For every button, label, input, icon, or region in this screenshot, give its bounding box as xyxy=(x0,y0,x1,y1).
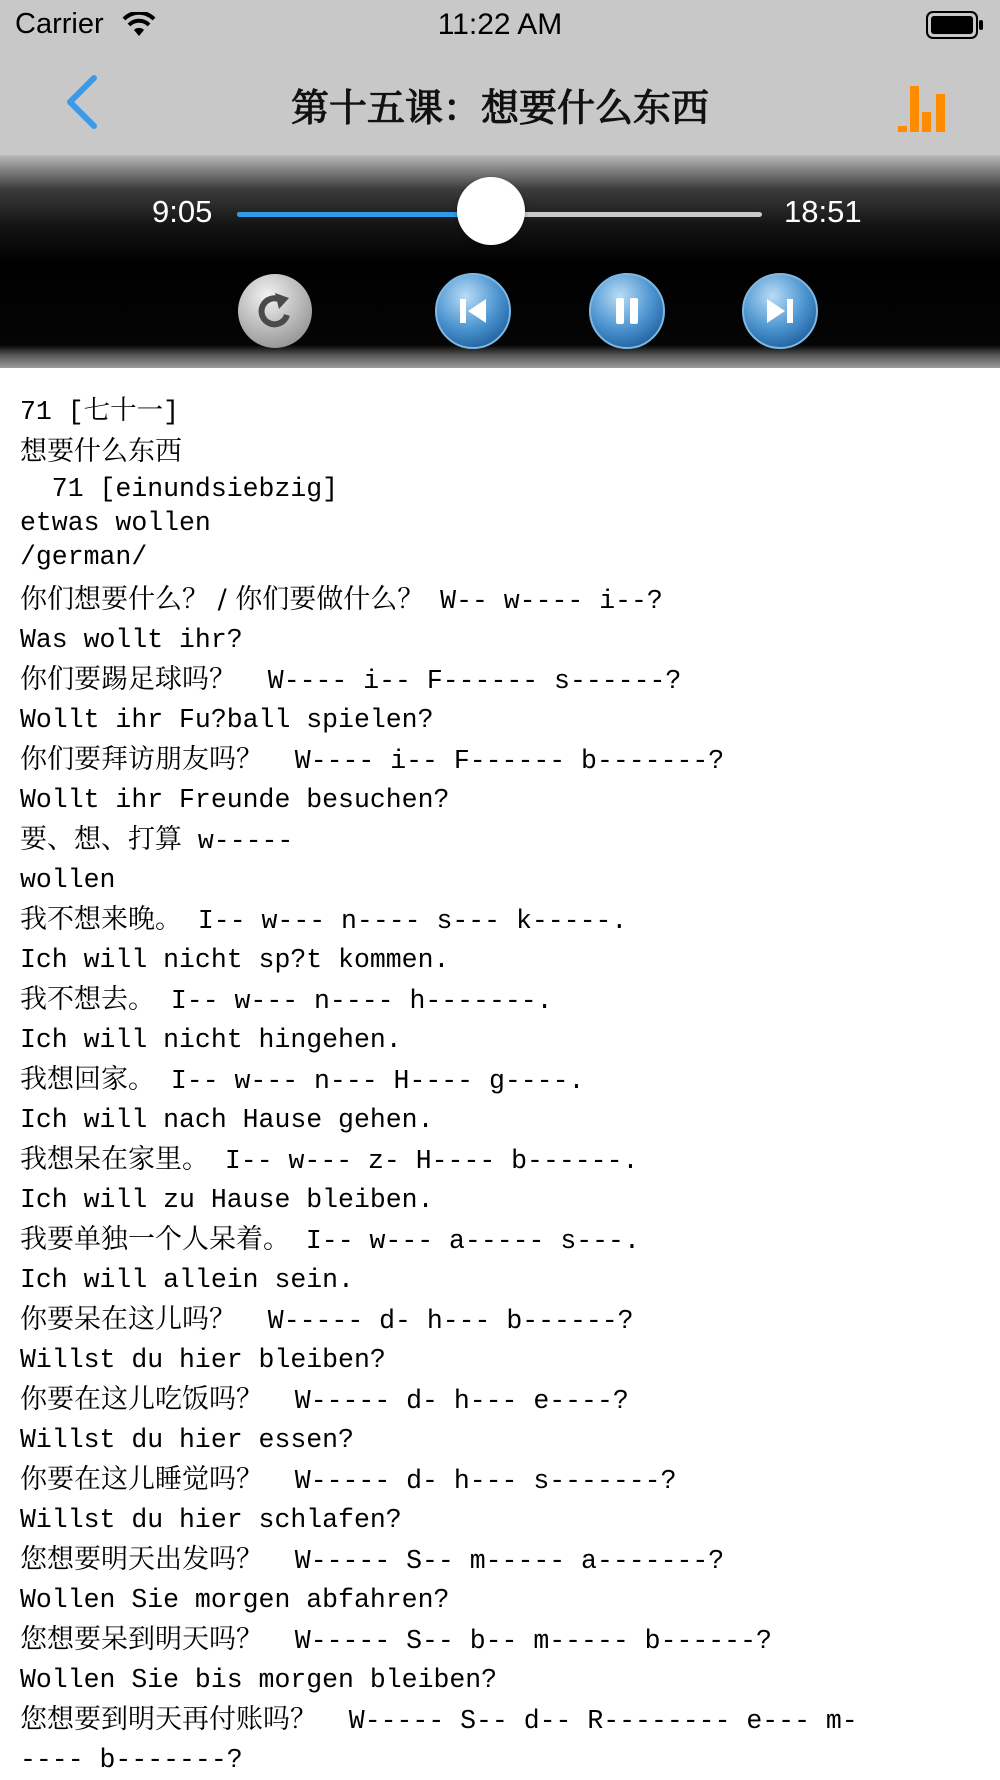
current-time: 9:05 xyxy=(152,194,213,229)
phrase-hint: W----- S-- m----- a-------? xyxy=(263,1546,725,1576)
phrase-zh: 您想要明天出发吗？ xyxy=(20,1544,263,1575)
lesson-text xyxy=(20,392,990,1780)
phrase-zh-line xyxy=(20,900,990,940)
phrase-zh-line xyxy=(20,1620,990,1660)
phrase-hint: W----- d- h--- e----? xyxy=(263,1386,629,1416)
phrase-de: Was wollt ihr? xyxy=(20,625,243,655)
phrase-hint: I-- w--- n---- h-------. xyxy=(155,986,553,1016)
phrase-zh-line xyxy=(20,1300,990,1340)
phrase-zh: 我不想来晚。 xyxy=(20,904,182,935)
pause-icon xyxy=(589,273,665,349)
phrase-de: wollen xyxy=(20,865,116,895)
phrase-zh: 你们要拜访朋友吗？ xyxy=(20,744,263,775)
phrase-zh-line xyxy=(20,1540,990,1580)
slider-thumb[interactable] xyxy=(457,177,525,245)
phrase-zh: 您想要到明天再付账吗？ xyxy=(20,1704,317,1735)
phrase-de: Wollen Sie morgen abfahren? xyxy=(20,1585,450,1615)
navigation-bar xyxy=(0,50,1000,155)
phrase-zh-line xyxy=(20,580,990,620)
phrase-hint: W----- d- h--- s-------? xyxy=(263,1466,677,1496)
phrase-zh-line xyxy=(20,1700,990,1740)
phrase-continuation: ---- b-------? xyxy=(20,1745,243,1775)
phrase-hint: W----- S-- b-- m----- b------? xyxy=(263,1626,772,1656)
replay-button[interactable] xyxy=(237,273,313,349)
language-tag: /german/ xyxy=(20,542,148,572)
phrase-de: Willst du hier essen? xyxy=(20,1425,354,1455)
phrase-de: Ich will nicht sp?t kommen. xyxy=(20,945,450,975)
phrase-zh-line xyxy=(20,1140,990,1180)
phrase-list xyxy=(20,580,990,1700)
carrier-label: Carrier xyxy=(15,8,104,40)
phrase-de: Wollen Sie bis morgen bleiben? xyxy=(20,1665,498,1695)
phrase-hint: I-- w--- a----- s---. xyxy=(290,1226,640,1256)
phrase-hint: W---- i-- F------ s------? xyxy=(236,666,682,696)
phrase-de: Ich will zu Hause bleiben. xyxy=(20,1185,434,1215)
phrase-zh-line xyxy=(20,740,990,780)
phrase-hint: W----- S-- d-- R-------- e--- m- xyxy=(317,1706,858,1736)
status-time: 11:22 AM xyxy=(437,8,563,41)
skip-previous-icon xyxy=(435,273,511,349)
lesson-title-de: etwas wollen xyxy=(20,508,211,538)
page-title: 第十五课：想要什么东西 xyxy=(290,86,709,130)
phrase-de: Ich will allein sein. xyxy=(20,1265,354,1295)
battery-icon xyxy=(926,11,984,44)
previous-button[interactable] xyxy=(435,273,511,349)
phrase-zh: 您想要呆到明天吗？ xyxy=(20,1624,263,1655)
phrase-de: Willst du hier bleiben? xyxy=(20,1345,386,1375)
phrase-de: Ich will nach Hause gehen. xyxy=(20,1105,434,1135)
status-bar xyxy=(0,0,1000,50)
phrase-zh: 你要在这儿吃饭吗？ xyxy=(20,1384,263,1415)
phrase-de: Wollt ihr Fu?ball spielen? xyxy=(20,705,434,735)
skip-next-icon xyxy=(742,273,818,349)
phrase-zh: 我想回家。 xyxy=(20,1064,155,1095)
phrase-de: Ich will nicht hingehen. xyxy=(20,1025,402,1055)
phrase-hint: W-- w---- i--? xyxy=(424,586,663,616)
audio-player xyxy=(0,155,1000,368)
pause-button[interactable] xyxy=(589,273,665,349)
phrase-hint: w----- xyxy=(182,826,294,856)
phrase-zh: 我想呆在家里。 xyxy=(20,1144,209,1175)
phrase-zh: 你要呆在这儿吗？ xyxy=(20,1304,236,1335)
phrase-zh-line xyxy=(20,980,990,1020)
phrase-zh-line xyxy=(20,1060,990,1100)
phrase-zh: 我不想去。 xyxy=(20,984,155,1015)
phrase-zh: 你们要踢足球吗？ xyxy=(20,664,236,695)
phrase-zh-line xyxy=(20,1220,990,1260)
phrase-hint: I-- w--- n---- s--- k-----. xyxy=(182,906,628,936)
phrase-zh: 要、想、打算 xyxy=(20,824,182,855)
phrase-zh-line xyxy=(20,820,990,860)
phrase-hint: I-- w--- n--- H---- g----. xyxy=(155,1066,585,1096)
playback-level-button[interactable] xyxy=(896,74,956,134)
phrase-zh: 你们想要什么？ / 你们要做什么？ xyxy=(20,584,425,615)
phrase-zh-line xyxy=(20,660,990,700)
progress-fill xyxy=(237,212,489,217)
phrase-de: Willst du hier schlafen? xyxy=(20,1505,402,1535)
next-button[interactable] xyxy=(742,273,818,349)
phrase-hint: I-- w--- z- H---- b------. xyxy=(209,1146,639,1176)
lesson-number-de: 71 [einundsiebzig] xyxy=(20,474,339,504)
phrase-zh: 你要在这儿睡觉吗？ xyxy=(20,1464,263,1495)
lesson-title-zh: 想要什么东西 xyxy=(20,436,182,467)
total-time: 18:51 xyxy=(784,194,862,229)
phrase-zh-line xyxy=(20,1380,990,1420)
bar-chart-icon xyxy=(896,74,956,134)
phrase-hint: W----- d- h--- b------? xyxy=(236,1306,634,1336)
lesson-number: 71 [七十一] xyxy=(20,397,180,427)
phrase-zh-line xyxy=(20,1460,990,1500)
phrase-de: Wollt ihr Freunde besuchen? xyxy=(20,785,450,815)
phrase-hint: W---- i-- F------ b-------? xyxy=(263,746,725,776)
replay-icon xyxy=(237,273,313,349)
phrase-zh: 我要单独一个人呆着。 xyxy=(20,1224,290,1255)
